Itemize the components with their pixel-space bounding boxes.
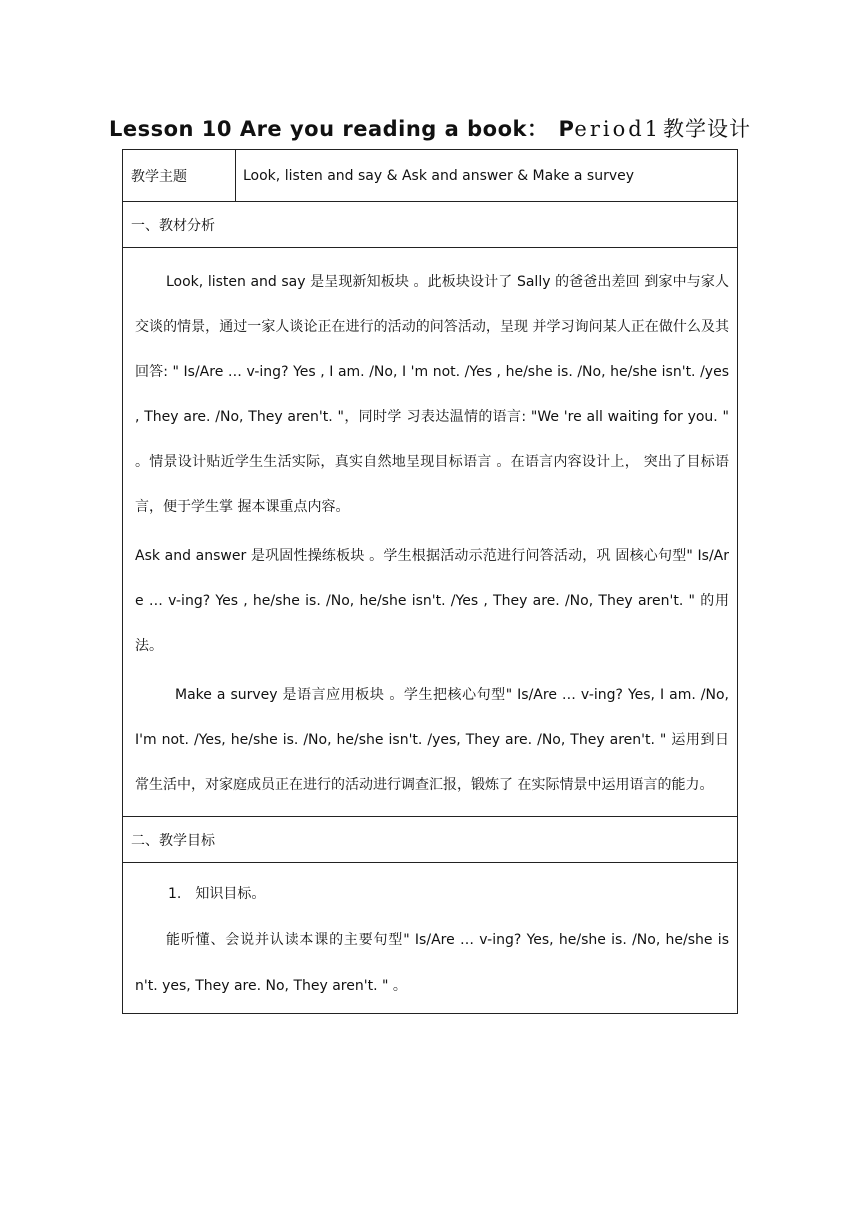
title-chinese: 教学设计: [663, 117, 752, 141]
analysis-paragraph-1: Look, listen and say 是呈现新知板块 。此板块设计了 Sally 的爸爸出差回 到家中与家人交谈的情景，通过一家人谈论正在进行的活动的问答活动，呈现 并学习询问某人正在做什么及其回答: " Is/Are … v-ing? Yes , I am. /No, I 'm not. /Yes , he/she is. /No, he/she isn't. /yes , They are. /No, They aren't. "，同时学 习表达温情的语言: "We 're all waiting for you. " 。情景设计贴近学生生活实际，真实自然地呈现目标语言 。在语言内容设计上， 突出了目标语言，便于学生掌 握本课重点内容。: [135, 274, 729, 515]
topic-label: 教学主题: [123, 150, 236, 201]
section-heading-analysis: 一、教材分析: [123, 202, 737, 248]
title-period-initial: P: [558, 117, 575, 141]
title-period: eriod1: [574, 117, 662, 141]
analysis-paragraph-2: Ask and answer 是巩固性操练板块 。学生根据活动示范进行问答活动，巩 固核心句型" Is/Are … v-ing? Yes , he/she is. /No, he/she isn't. /Yes , They are. /No, They aren't. " 的用法。: [135, 548, 729, 654]
goal-text-1: 能听懂、会说并认读本课的主要句型" Is/Are … v-ing? Yes, he/she is. /No, he/she isn't. yes, They are. No, They aren't. " 。: [135, 932, 729, 994]
analysis-content: [123, 248, 737, 817]
section-heading-goals: 二、教学目标: [123, 817, 737, 863]
analysis-paragraph-3: Make a survey 是语言应用板块 。学生把核心句型" Is/Are … v-ing? Yes, I am. /No, I'm not. /Yes, he/she is. /No, he/she isn't. /yes, They are. /No, They aren't. " 运用到日常生活中，对家庭成员正在进行的活动进行调查汇报，锻炼了 在实际情景中运用语言的能力。: [135, 687, 729, 793]
lesson-plan-table: [122, 149, 738, 1014]
topic-row: [123, 150, 737, 202]
topic-value: Look, listen and say & Ask and answer & Make a survey: [243, 167, 635, 184]
title-english: Lesson 10 Are you reading a book：: [108, 117, 549, 141]
goal-item-1: 1. 知识目标。: [168, 886, 266, 902]
goals-content: [123, 863, 737, 1013]
page-title: [0, 113, 860, 145]
